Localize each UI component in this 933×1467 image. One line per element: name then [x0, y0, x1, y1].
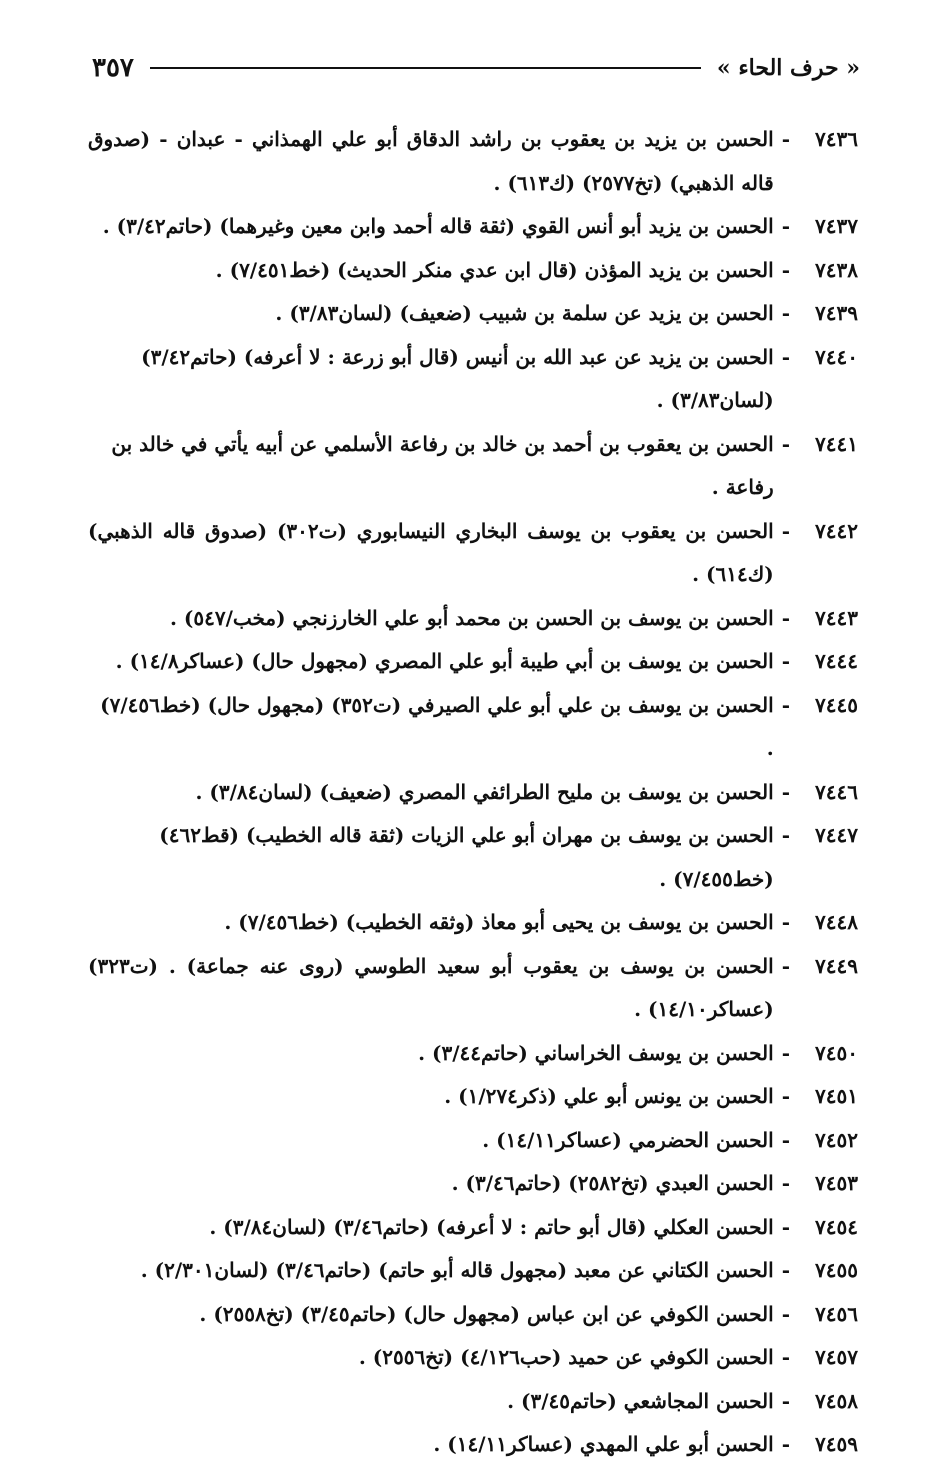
entry-number: ٧٤٣٨: [815, 257, 858, 282]
entry-text: الحسن بن يوسف بن يحيى أبو معاذ (وثقه الخطيب) (خط٧/٤٥٦) .: [224, 910, 774, 934]
entry-7438: ٧٤٣٨ - الحسن بن يزيد المؤذن (قال ابن عدي منكر الحديث) (خط٧/٤٥١) .: [88, 249, 858, 293]
entry-text: الحسن بن يوسف بن علي أبو علي الصيرفي (ت٣٥٢) (مجهول حال) (خط٧/٤٥٦) .: [100, 692, 774, 760]
entry-7453: ٧٤٥٣ - الحسن العبدي (تخ٢٥٨٢) (حاتم٣/٤٦) .: [88, 1162, 858, 1206]
chapter-title: « حرف الحاء »: [716, 55, 860, 81]
entry-number: ٧٤٥٠: [815, 1040, 858, 1065]
entry-7440: ٧٤٤٠ - الحسن بن يزيد عن عبد الله بن أنيس (قال أبو زرعة : لا أعرفه) (حاتم٣/٤٢) (لسان٣/٨٣) .: [88, 336, 858, 423]
entry-number: ٧٤٤٠: [815, 344, 858, 369]
entry-text: الحسن بن يزيد عن عبد الله بن أنيس (قال أبو زرعة : لا أعرفه) (حاتم٣/٤٢) (لسان٣/٨٣) .: [141, 344, 774, 412]
entry-text: الحسن بن يزيد المؤذن (قال ابن عدي منكر الحديث) (خط٧/٤٥١) .: [215, 257, 774, 282]
header-rule: [150, 67, 701, 69]
entry-text: الحسن العكلي (قال أبو حاتم : لا أعرفه) (حاتم٣/٤٦) (لسان٣/٨٤) .: [209, 1214, 774, 1239]
entry-7450: ٧٤٥٠ - الحسن بن يوسف الخراساني (حاتم٣/٤٤) .: [88, 1032, 858, 1076]
entry-7444: ٧٤٤٤ - الحسن بن يوسف بن أبي طيبة أبو علي المصري (مجهول حال) (عساكر١٤/٨) .: [88, 640, 858, 684]
page-number: ٣٥٧: [92, 53, 134, 83]
entry-7455: ٧٤٥٥ - الحسن الكتاني عن معبد (مجهول قاله أبو حاتم) (حاتم٣/٤٦) (لسان٢/٣٠١) .: [88, 1249, 858, 1293]
entry-7449: ٧٤٤٩ - الحسن بن يوسف بن يعقوب أبو سعيد الطوسي (روى عنه جماعة) . (ت٣٢٣) (عساكر١٤/١٠) .: [88, 945, 858, 1032]
entry-number: ٧٤٥١: [815, 1084, 858, 1108]
entry-number: ٧٤٣٩: [815, 301, 858, 325]
entry-text: الحسن الحضرمي (عساكر١٤/١١) .: [482, 1127, 774, 1152]
entry-7445: ٧٤٤٥ - الحسن بن يوسف بن علي أبو علي الصيرفي (ت٣٥٢) (مجهول حال) (خط٧/٤٥٦) .: [88, 684, 858, 771]
entry-text: الحسن الكوفي عن ابن عباس (مجهول حال) (حاتم٣/٤٥) (تخ٢٥٥٨) .: [199, 1301, 774, 1326]
entry-text: الحسن بن يوسف بن مهران أبو علي الزيات (ثقة قاله الخطيب) (قط٤٦٢) (خط٧/٤٥٥) .: [159, 823, 774, 891]
entry-number: ٧٤٤٦: [815, 779, 858, 804]
entry-text: الحسن بن يعقوب بن يوسف البخاري النيسابوري (ت٣٠٢) (صدوق قاله الذهبي) (ك٦١٤) .: [88, 518, 774, 586]
entry-7442: ٧٤٤٢ - الحسن بن يعقوب بن يوسف البخاري النيسابوري (ت٣٠٢) (صدوق قاله الذهبي) (ك٦١٤) .: [88, 510, 858, 597]
entry-7459: ٧٤٥٩ - الحسن أبو علي المهدي (عساكر١٤/١١) .: [88, 1423, 858, 1467]
entry-7458: ٧٤٥٨ - الحسن المجاشعي (حاتم٣/٤٥) .: [88, 1380, 858, 1424]
entry-list: [88, 118, 858, 1467]
entry-text: الحسن بن يزيد عن سلمة بن شبيب (ضعيف) (لسان٣/٨٣) .: [275, 301, 774, 325]
entry-number: ٧٤٥٧: [815, 1345, 858, 1369]
entry-number: ٧٤٤١: [815, 431, 858, 456]
entry-number: ٧٤٥٦: [815, 1301, 858, 1326]
entry-7446: ٧٤٤٦ - الحسن بن يوسف بن مليح الطرائفي المصري (ضعيف) (لسان٣/٨٤) .: [88, 771, 858, 815]
page-header: [92, 48, 860, 88]
entry-text: الحسن بن يزيد أبو أنس القوي (ثقة قاله أحمد وابن معين وغيرهما) (حاتم٣/٤٢) .: [102, 214, 774, 238]
entry-7441: ٧٤٤١ - الحسن بن يعقوب بن أحمد بن خالد بن رفاعة الأسلمي عن أبيه يأتي في خالد بن رفاعة .: [88, 423, 858, 510]
entry-number: ٧٤٥٤: [815, 1214, 858, 1239]
entry-text: الحسن بن يزيد بن يعقوب بن راشد الدقاق أبو علي الهمذاني - عبدان - (صدوق قاله الذهبي) (تخ٢٥٧٧) (ك٦١٣) .: [88, 127, 774, 195]
entry-number: ٧٤٥٥: [815, 1258, 858, 1282]
entry-number: ٧٤٥٢: [815, 1127, 858, 1152]
entry-number: ٧٤٥٣: [815, 1171, 858, 1195]
entry-number: ٧٤٤٤: [815, 649, 858, 673]
entry-number: ٧٤٤٨: [815, 910, 858, 934]
entry-7439: ٧٤٣٩ - الحسن بن يزيد عن سلمة بن شبيب (ضعيف) (لسان٣/٨٣) .: [88, 292, 858, 336]
entry-7437: ٧٤٣٧ - الحسن بن يزيد أبو أنس القوي (ثقة قاله أحمد وابن معين وغيرهما) (حاتم٣/٤٢) .: [88, 205, 858, 249]
entry-text: الحسن أبو علي المهدي (عساكر١٤/١١) .: [433, 1432, 774, 1456]
entry-text: الحسن المجاشعي (حاتم٣/٤٥) .: [507, 1388, 774, 1413]
entry-text: الحسن بن يوسف الخراساني (حاتم٣/٤٤) .: [418, 1040, 774, 1065]
entry-7456: ٧٤٥٦ - الحسن الكوفي عن ابن عباس (مجهول حال) (حاتم٣/٤٥) (تخ٢٥٥٨) .: [88, 1293, 858, 1337]
entry-7436: ٧٤٣٦ - الحسن بن يزيد بن يعقوب بن راشد الدقاق أبو علي الهمذاني - عبدان - (صدوق قاله الذهبي) (تخ٢٥٧٧) (ك٦١٣) .: [88, 118, 858, 205]
entry-number: ٧٤٥٩: [815, 1432, 858, 1456]
entry-text: الحسن العبدي (تخ٢٥٨٢) (حاتم٣/٤٦) .: [451, 1171, 774, 1195]
entry-text: الحسن الكوفي عن حميد (حب٤/١٢٦) (تخ٢٥٥٦) .: [358, 1345, 774, 1369]
entry-number: ٧٤٤٥: [815, 692, 858, 717]
entry-text: الحسن بن يوسف بن الحسن بن محمد أبو علي الخارزنجي (مخب/٥٤٧) .: [169, 605, 774, 630]
entry-number: ٧٤٤٢: [815, 518, 858, 543]
entry-text: الحسن بن يوسف بن أبي طيبة أبو علي المصري (مجهول حال) (عساكر١٤/٨) .: [115, 649, 774, 673]
entry-7447: ٧٤٤٧ - الحسن بن يوسف بن مهران أبو علي الزيات (ثقة قاله الخطيب) (قط٤٦٢) (خط٧/٤٥٥) .: [88, 814, 858, 901]
entry-7451: ٧٤٥١ - الحسن بن يونس أبو علي (ذكر١/٢٧٤) .: [88, 1075, 858, 1119]
entry-text: الحسن بن يوسف بن يعقوب أبو سعيد الطوسي (روى عنه جماعة) . (ت٣٢٣) (عساكر١٤/١٠) .: [88, 953, 774, 1021]
entry-7454: ٧٤٥٤ - الحسن العكلي (قال أبو حاتم : لا أعرفه) (حاتم٣/٤٦) (لسان٣/٨٤) .: [88, 1206, 858, 1250]
entry-text: الحسن بن يعقوب بن أحمد بن خالد بن رفاعة الأسلمي عن أبيه يأتي في خالد بن رفاعة .: [111, 431, 774, 499]
entry-number: ٧٤٤٧: [815, 823, 858, 847]
entry-7448: ٧٤٤٨ - الحسن بن يوسف بن يحيى أبو معاذ (وثقه الخطيب) (خط٧/٤٥٦) .: [88, 901, 858, 945]
entry-number: ٧٤٥٨: [815, 1388, 858, 1413]
entry-number: ٧٤٣٦: [815, 127, 858, 151]
entry-text: الحسن بن يوسف بن مليح الطرائفي المصري (ضعيف) (لسان٣/٨٤) .: [195, 779, 774, 804]
entry-number: ٧٤٤٩: [815, 953, 858, 978]
entry-7443: ٧٤٤٣ - الحسن بن يوسف بن الحسن بن محمد أبو علي الخارزنجي (مخب/٥٤٧) .: [88, 597, 858, 641]
entry-text: الحسن الكتاني عن معبد (مجهول قاله أبو حاتم) (حاتم٣/٤٦) (لسان٢/٣٠١) .: [140, 1258, 774, 1282]
entry-number: ٧٤٤٣: [815, 605, 858, 630]
entry-7457: ٧٤٥٧ - الحسن الكوفي عن حميد (حب٤/١٢٦) (تخ٢٥٥٦) .: [88, 1336, 858, 1380]
entry-7452: ٧٤٥٢ - الحسن الحضرمي (عساكر١٤/١١) .: [88, 1119, 858, 1163]
entry-number: ٧٤٣٧: [815, 214, 858, 238]
entry-text: الحسن بن يونس أبو علي (ذكر١/٢٧٤) .: [444, 1084, 774, 1108]
